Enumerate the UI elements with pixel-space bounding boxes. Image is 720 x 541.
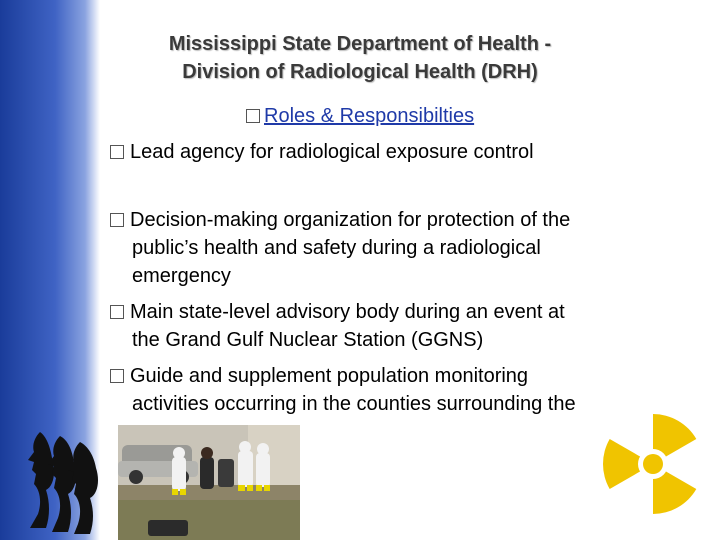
checkbox-icon [110, 305, 124, 319]
checkbox-icon [110, 369, 124, 383]
slide-title [110, 30, 610, 86]
bullet-item: Lead agency for radiological exposure control [110, 140, 534, 164]
title-line-1: Mississippi State Department of Health - [168, 33, 552, 55]
bullet-item: Guide and supplement population monitoring [110, 364, 528, 388]
bullet-continuation: public’s health and safety during a radiological [132, 237, 541, 259]
bullet-continuation: emergency [132, 265, 231, 287]
roles-heading-text: Roles & Responsibilties [264, 105, 475, 127]
title-line-2: Division of Radiological Health (DRH) [182, 61, 538, 83]
checkbox-icon [246, 109, 260, 123]
bullet-continuation: activities occurring in the counties surrounding the [132, 393, 576, 415]
radiation-symbol-icon [597, 408, 709, 520]
bullet-continuation: the Grand Gulf Nuclear Station (GGNS) [132, 329, 484, 351]
checkbox-icon [110, 213, 124, 227]
agency-logo-profiles [20, 428, 100, 536]
checkbox-icon [110, 145, 124, 159]
bullet-item: Main state-level advisory body during an event at [110, 300, 565, 324]
bullet-item: Decision-making organization for protection of the [110, 208, 570, 232]
field-team-photo [118, 425, 300, 540]
section-heading [246, 104, 474, 128]
